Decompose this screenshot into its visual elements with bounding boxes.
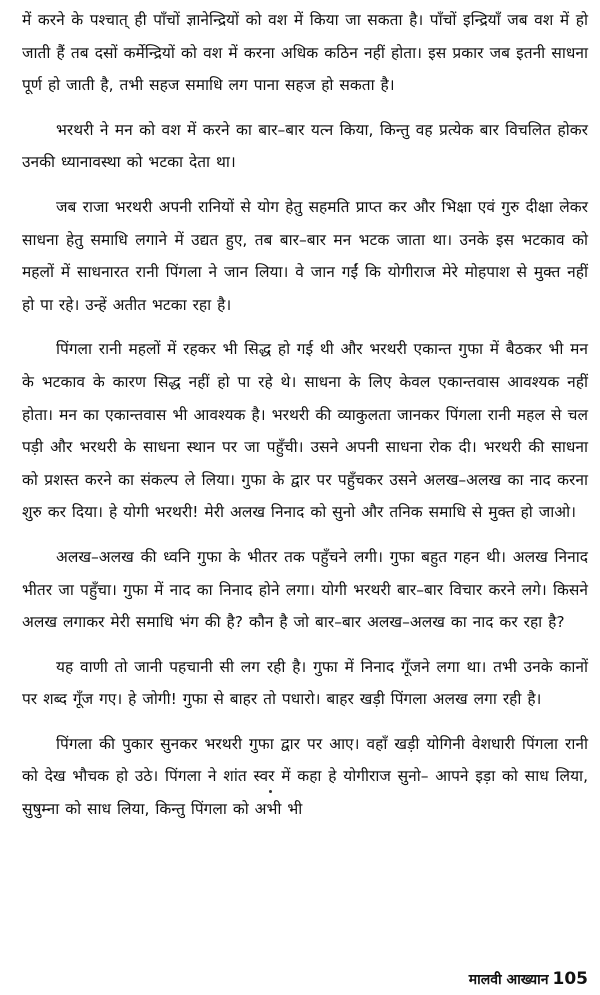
paragraph-4: पिंगला रानी महलों में रहकर भी सिद्ध हो गई थी और भरथरी एकान्त गुफा में बैठकर भी मन के भटकाव के कारण सिद्ध नहीं हो पा रहे थे। साधना के लिए केवल एकान्तवास आवश्यक नहीं होता। मन का एकान्तवास भी आवश्यक है। भरथरी की व्याकुलता जानकर पिंगला रानी महल से चल पड़ी और भरथरी के साधना स्थान पर जा पहुँची। उसने अपनी साधना रोक दी। भरथरी की साधना को प्रशस्त करने का संकल्प ले लिया। गुफा के द्वार पर पहुँचकर उसने अलख–अलख का नाद करना शुरु कर दिया। हे योगी भरथरी! मेरी अलख निनाद को सुनो और तनिक समाधि से मुक्त हो जाओ। [22, 340, 588, 522]
page-footer [469, 969, 588, 989]
paragraph-3: जब राजा भरथरी अपनी रानियों से योग हेतु सहमति प्राप्त कर और भिक्षा एवं गुरु दीक्षा लेकर साधना हेतु समाधि लगाने में उद्यत हुए, तब बार–बार मन भटक जाता था। उनके इस भटकाव को महलों में साधनारत रानी पिंगला ने जान लिया। वे जान गईं कि योगीराज मेरे मोहपाश से मुक्त नहीं हो पा रहे। उन्हें अतीत भटका रहा है। [22, 197, 588, 314]
book-title: मालवी आख्यान [468, 972, 549, 988]
paragraph-7: पिंगला की पुकार सुनकर भरथरी गुफा द्वार पर आए। वहाँ खड़ी योगिनी वेशधारी पिंगला रानी को देख भौचक हो उठे। पिंगला ने शांत स्वर में कहा हे योगीराज सुनो– आपने इड़ा को साध लिया, सुषुम्ना को साध लिया, किन्तु पिंगला को अभी भी [22, 734, 588, 819]
page-number: 105 [552, 969, 588, 989]
paragraph-2: भरथरी ने मन को वश में करने का बार–बार यत्न किया, किन्तु वह प्रत्येक बार विचलित होकर उनकी ध्यानावस्था को भटका देता था। [22, 120, 588, 172]
body-text [22, 4, 588, 838]
ink-speck [269, 790, 272, 793]
paragraph-6: यह वाणी तो जानी पहचानी सी लग रही है। गुफा में निनाद गूँजने लगा था। तभी उनके कानों पर शब्द गूँज गए। हे जोगी! गुफा से बाहर तो पधारो। बाहर खड़ी पिंगला अलख लगा रही है। [22, 657, 588, 709]
paragraph-1: में करने के पश्चात् ही पाँचों ज्ञानेन्द्रियों को वश में किया जा सकता है। पाँचों इन्द्रियाँ जब वश में हो जाती हैं तब दसों कर्मेन्द्रियों को वश में करना अधिक कठिन नहीं होता। इस प्रकार जब इतनी साधना पूर्ण हो जाती है, तभी सहज समाधि लग पाना सहज हो सकता है। [22, 11, 588, 95]
paragraph-5: अलख–अलख की ध्वनि गुफा के भीतर तक पहुँचने लगी। गुफा बहुत गहन थी। अलख निनाद भीतर जा पहुँचा। गुफा में नाद का निनाद होने लगा। योगी भरथरी बार–बार विचार करने लगे। किसने अलख लगाकर मेरी समाधि भंग की है? कौन है जो बार–बार अलख–अलख का नाद कर रहा है? [22, 547, 588, 632]
